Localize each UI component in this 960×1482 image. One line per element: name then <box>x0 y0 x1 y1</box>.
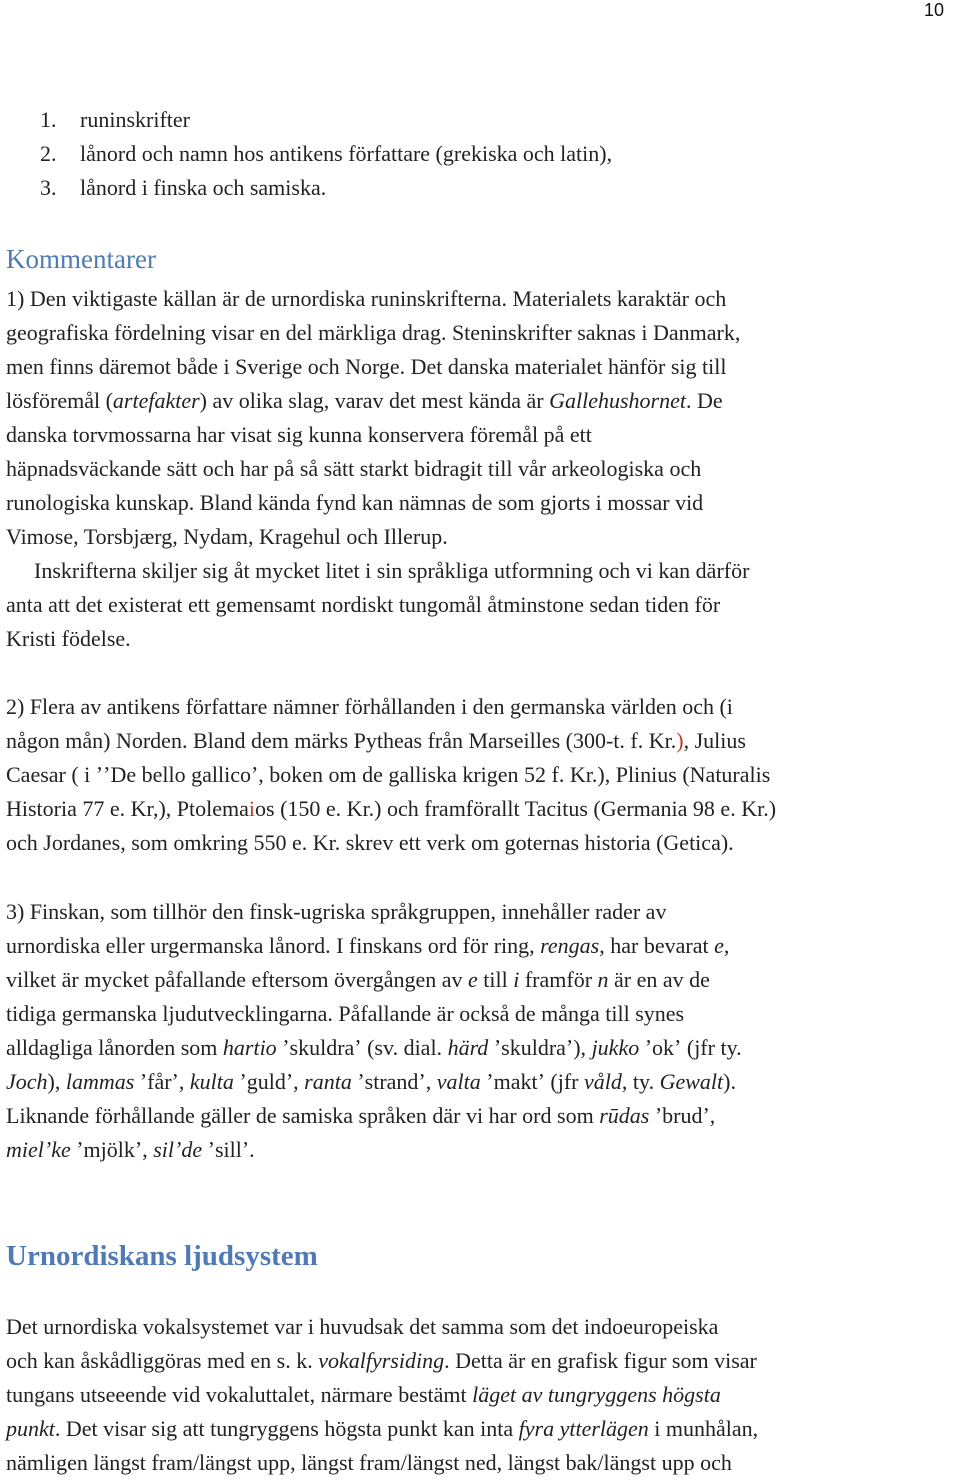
comment-2-line <box>6 792 956 826</box>
list-number: 2. <box>40 141 57 166</box>
text-span: , <box>723 933 730 958</box>
comment-3-line <box>6 929 956 963</box>
text-span: ʼmaktʼ (jfr <box>480 1069 584 1094</box>
comment-1-line: runologiska kunskap. Bland kända fynd kan nämnas de som gjorts i mossar vid <box>6 490 704 515</box>
italic-term: rūdas <box>599 1103 650 1128</box>
italic-term: e <box>468 967 478 992</box>
text-span: ʼstrandʼ, <box>351 1069 437 1094</box>
text-span: ). <box>723 1069 736 1094</box>
heading-kommentarer: Kommentarer <box>6 244 156 274</box>
comment-1-line: anta att det existerat ett gemensamt nordiskt tungomål åtminstone sedan tiden för <box>6 592 721 617</box>
italic-term: våld <box>584 1069 622 1094</box>
text-span: ) <box>676 728 684 753</box>
section-2-line: Det urnordiska vokalsystemet var i huvudsak det samma som det indoeuropeiska <box>6 1314 719 1339</box>
italic-term: hartio <box>222 1035 277 1060</box>
text-span: , ty. <box>621 1069 660 1094</box>
italic-term: vokalfyrsiding <box>318 1348 445 1373</box>
text-span: tungans utseeende vid vokaluttalet, närmare bestämt <box>6 1382 473 1407</box>
text-span: ) av olika slag, varav det mest kända är <box>199 388 550 413</box>
comment-1-line: geografiska fördelning visar en del märkliga drag. Steninskrifter saknas i Danmark, <box>6 320 741 345</box>
italic-term: rengas <box>540 933 600 958</box>
italic-term: jukko <box>591 1035 640 1060</box>
italic-term: punkt <box>6 1416 55 1441</box>
comment-3 <box>6 895 956 1167</box>
comment-1-line: Inskrifterna skiljer sig åt mycket litet i sin språkliga utformning och vi kan därför <box>34 558 750 583</box>
section-2-line <box>6 1344 956 1378</box>
comment-3-line <box>6 1099 956 1133</box>
italic-term: silʼde <box>153 1137 203 1162</box>
comment-1-line <box>6 384 956 418</box>
comment-3-line <box>6 1133 956 1167</box>
comment-3-line <box>6 963 956 997</box>
comment-1-line <box>6 350 956 384</box>
numbered-list <box>40 103 612 205</box>
list-item <box>40 103 612 137</box>
text-span: och kan åskådliggöras med en s. k. <box>6 1348 319 1373</box>
italic-term: mielʼke <box>6 1137 71 1162</box>
italic-term: härd <box>447 1035 489 1060</box>
text-span: Liknande förhållande gäller de samiska språken där vi har ord som <box>6 1103 600 1128</box>
text-span: ʼmjölkʼ, <box>70 1137 154 1162</box>
text-span: ), <box>47 1069 66 1094</box>
comment-1-line: häpnadsväckande sätt och har på så sätt starkt bidragit till vår arkeologiska och <box>6 456 702 481</box>
italic-term: i <box>513 967 520 992</box>
italic-term: fyra ytterlägen <box>518 1416 649 1441</box>
list-item <box>40 171 612 205</box>
section-2 <box>6 1310 956 1480</box>
section-2-line <box>6 1378 956 1412</box>
list-item <box>40 137 612 171</box>
italic-term: läget av tungryggens högsta <box>472 1382 721 1407</box>
text-span: alldagliga lånorden som <box>6 1035 223 1060</box>
text-span: , Julius <box>683 728 746 753</box>
text-span: lösföremål ( <box>6 388 113 413</box>
text-span: urnordiska eller urgermanska lånord. I finskans ord för ring, <box>6 933 541 958</box>
text-span: , har bevarat <box>599 933 715 958</box>
comment-2-line: och Jordanes, som omkring 550 e. Kr. skrev ett verk om goternas historia (Getica). <box>6 830 734 855</box>
comment-3-line: 3) Finskan, som tillhör den finsk-ugriska språkgruppen, innehåller rader av <box>6 899 667 924</box>
text-span: är en av de <box>608 967 710 992</box>
text-span: . Detta är en grafisk figur som visar <box>444 1348 757 1373</box>
text-span: men finns däremot både i Sverige och Norge. <box>6 354 411 379</box>
text-span: . De <box>685 388 723 413</box>
italic-term: lammas <box>65 1069 135 1094</box>
list-number: 1. <box>40 107 57 132</box>
section-2-line: nämligen längst fram/längst upp, längst fram/längst ned, längst bak/längst upp och <box>6 1450 732 1475</box>
page-number: 10 <box>923 0 944 20</box>
comment-2-line: 2) Flera av antikens författare nämner förhållanden i den germanska världen och (i <box>6 694 733 719</box>
italic-term: n <box>597 967 609 992</box>
comment-3-line <box>6 1065 956 1099</box>
comment-3-line: tidiga germanska ljudutvecklingarna. Påfallande är också de många till synes <box>6 1001 685 1026</box>
text-span: ʼskuldraʼ (sv. dial. <box>276 1035 448 1060</box>
text-span: . Det visar sig att tungryggens högsta punkt kan inta <box>54 1416 519 1441</box>
text-span: framför <box>519 967 598 992</box>
italic-term: ranta <box>304 1069 352 1094</box>
text-span: i <box>248 796 256 821</box>
list-number: 3. <box>40 175 57 200</box>
list-text: lånord i finska och samiska. <box>80 175 327 200</box>
comment-1 <box>6 282 956 656</box>
text-span: till <box>477 967 514 992</box>
italic-term: Gallehushornet <box>549 388 686 413</box>
comment-2-line <box>6 724 956 758</box>
italic-term: valta <box>436 1069 481 1094</box>
text-span: ʼfårʼ, <box>134 1069 190 1094</box>
text-span: ʼguldʼ, <box>233 1069 305 1094</box>
italic-term: kulta <box>189 1069 234 1094</box>
text-span: ʼsillʼ. <box>202 1137 255 1162</box>
list-text: runinskrifter <box>80 107 190 132</box>
text-span: ʼskuldraʼ), <box>488 1035 592 1060</box>
text-span: Historia 77 e. Kr,), Ptolema <box>6 796 249 821</box>
text-span: ʼokʼ (jfr ty. <box>639 1035 742 1060</box>
text-span: ʼbrudʼ, <box>649 1103 716 1128</box>
section-2-line <box>6 1412 956 1446</box>
text-span: någon mån) Norden. Bland dem märks Pytheas från Marseilles (300-t. f. Kr. <box>6 728 677 753</box>
comment-2 <box>6 690 956 860</box>
comment-1-line: Vimose, Torsbjærg, Nydam, Kragehul och Illerup. <box>6 524 448 549</box>
text-span: os (150 e. Kr.) och framförallt Tacitus (Germania 98 e. Kr.) <box>255 796 777 821</box>
italic-term: e <box>714 933 724 958</box>
comment-1-line: danska torvmossarna har visat sig kunna konservera föremål på ett <box>6 422 592 447</box>
text-span: Det danska materialet hänför sig till <box>410 354 727 379</box>
italic-term: Joch <box>6 1069 48 1094</box>
text-span: vilket är mycket påfallande eftersom övergången av <box>6 967 469 992</box>
list-text: lånord och namn hos antikens författare (grekiska och latin), <box>80 141 613 166</box>
comment-2-line: Caesar ( i ʼʼDe bello gallicoʼ, boken om de galliska krigen 52 f. Kr.), Plinius (Naturalis <box>6 762 771 787</box>
comment-1-line: 1) Den viktigaste källan är de urnordiska runinskrifterna. Materialets karaktär och <box>6 286 727 311</box>
text-span: i munhålan, <box>648 1416 759 1441</box>
comment-1-line: Kristi födelse. <box>6 626 131 651</box>
italic-term: Gewalt <box>659 1069 724 1094</box>
italic-term: artefakter <box>112 388 200 413</box>
comment-3-line <box>6 1031 956 1065</box>
heading-urnordiskans-ljudsystem: Urnordiskans ljudsystem <box>6 1240 318 1272</box>
